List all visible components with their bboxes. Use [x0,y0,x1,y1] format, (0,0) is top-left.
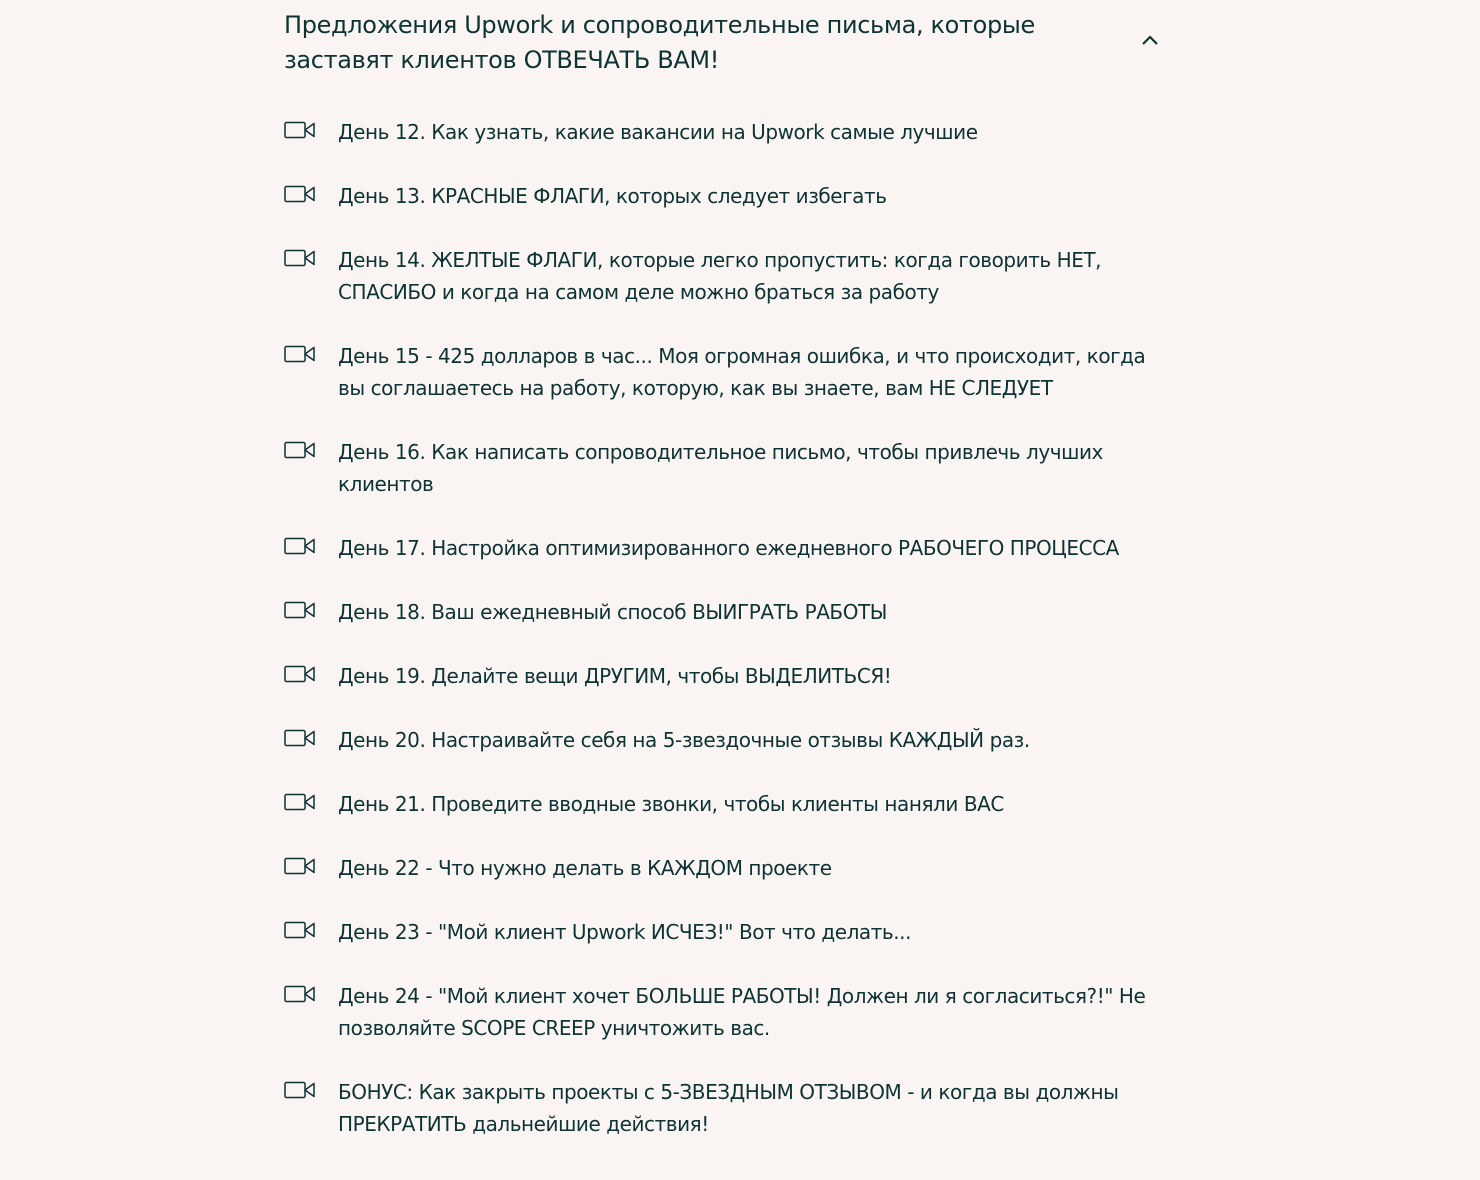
lesson-title: День 18. Ваш ежедневный способ ВЫИГРАТЬ РАБОТЫ [338,600,887,624]
video-camera-icon [284,665,316,683]
lesson-item[interactable] [284,980,1164,1044]
lesson-item[interactable] [284,724,1164,756]
lesson-item[interactable] [284,340,1164,404]
video-camera-icon [284,601,316,619]
video-camera-icon [284,921,316,939]
course-section [284,0,1164,1136]
lesson-title: День 21. Проведите вводные звонки, чтобы клиенты наняли ВАС [338,792,1004,816]
lesson-item[interactable] [284,1076,1164,1140]
lesson-item[interactable] [284,916,1164,948]
video-camera-icon [284,441,316,459]
lesson-item[interactable] [284,532,1164,564]
lesson-item[interactable] [284,788,1164,820]
lesson-title: День 16. Как написать сопроводительное письмо, чтобы привлечь лучших клиентов [338,440,1103,496]
video-camera-icon [284,185,316,203]
video-camera-icon [284,345,316,363]
video-camera-icon [284,121,316,139]
lesson-title: День 19. Делайте вещи ДРУГИМ, чтобы ВЫДЕЛИТЬСЯ! [338,664,892,688]
video-camera-icon [284,857,316,875]
video-camera-icon [284,537,316,555]
lesson-item[interactable] [284,436,1164,500]
lesson-title: День 12. Как узнать, какие вакансии на Upwork самые лучшие [338,120,978,144]
lesson-item[interactable] [284,180,1164,212]
video-camera-icon [284,793,316,811]
lesson-title: День 14. ЖЕЛТЫЕ ФЛАГИ, которые легко пропустить: когда говорить НЕТ, СПАСИБО и когда на самом деле можно браться за работу [338,248,1102,304]
section-title: Предложения Upwork и сопроводительные письма, которые заставят клиентов ОТВЕЧАТЬ ВАМ! [284,11,1035,74]
lesson-title: День 13. КРАСНЫЕ ФЛАГИ, которых следует избегать [338,184,887,208]
video-camera-icon [284,249,316,267]
lesson-title: День 24 - "Мой клиент хочет БОЛЬШЕ РАБОТЫ! Должен ли я согласиться?!" Не позволяйте SCOPE CREEP уничтожить вас. [338,984,1146,1040]
section-header[interactable] [284,0,1164,78]
chevron-up-icon[interactable] [1141,34,1159,46]
video-camera-icon [284,1081,316,1099]
lesson-title: День 23 - "Мой клиент Upwork ИСЧЕЗ!" Вот что делать... [338,920,911,944]
video-camera-icon [284,985,316,1003]
lesson-title: БОНУС: Как закрыть проекты с 5-ЗВЕЗДНЫМ ОТЗЫВОМ - и когда вы должны ПРЕКРАТИТЬ дальнейшие действия! [338,1080,1119,1136]
video-camera-icon [284,729,316,747]
lesson-item[interactable] [284,596,1164,628]
lesson-list [284,116,1164,1172]
lesson-title: День 17. Настройка оптимизированного ежедневного РАБОЧЕГО ПРОЦЕССА [338,536,1119,560]
lesson-item[interactable] [284,244,1164,308]
lesson-item[interactable] [284,852,1164,884]
lesson-item[interactable] [284,660,1164,692]
lesson-title: День 15 - 425 долларов в час... Моя огромная ошибка, и что происходит, когда вы соглашаетесь на работу, которую, как вы знаете, вам НЕ СЛЕДУЕТ [338,344,1146,400]
lesson-title: День 22 - Что нужно делать в КАЖДОМ проекте [338,856,832,880]
lesson-item[interactable] [284,116,1164,148]
lesson-title: День 20. Настраивайте себя на 5-звездочные отзывы КАЖДЫЙ раз. [338,728,1030,752]
